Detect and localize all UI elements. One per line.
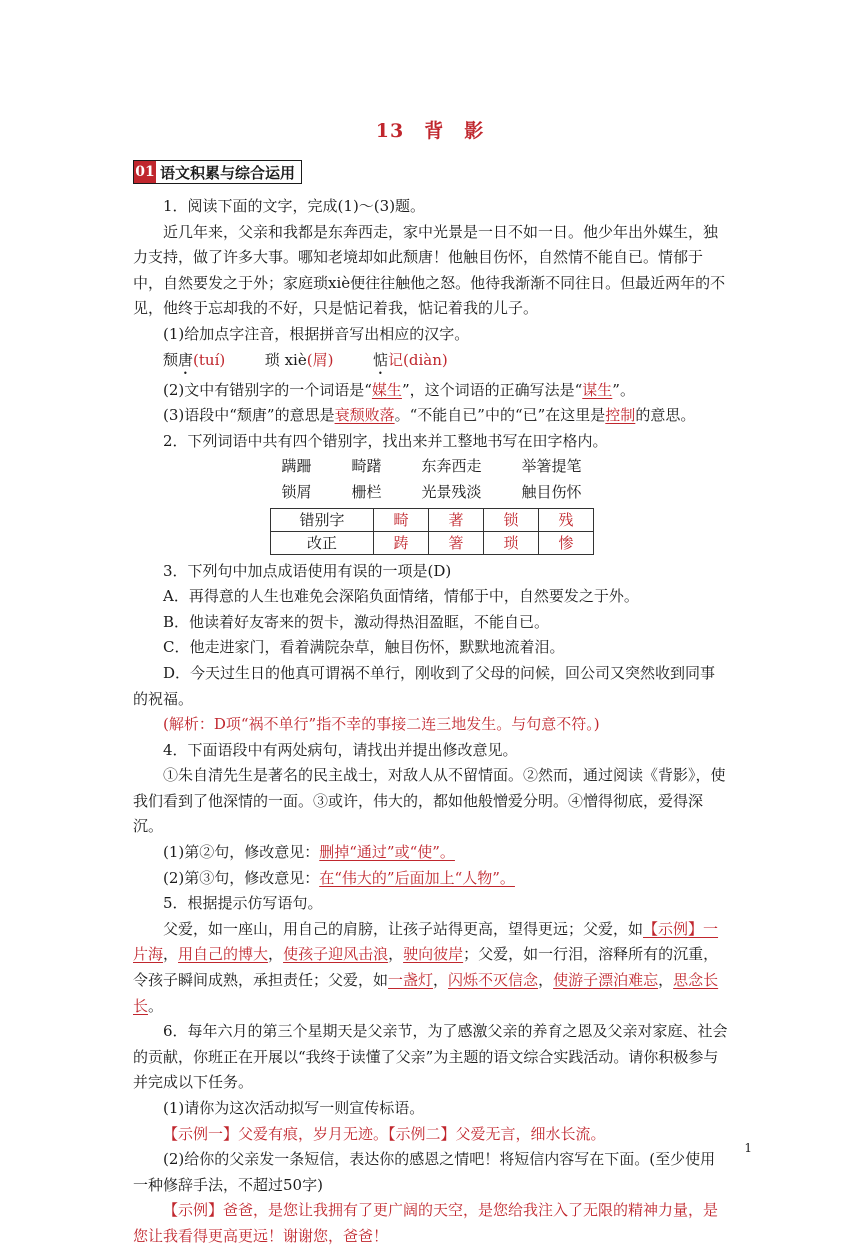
q3-option-c: C．他走进家门，看着满院杂草，触目伤怀，默默地流着泪。	[163, 638, 565, 657]
pinyin-item: 颓唐(tuí)	[163, 350, 226, 369]
word: 锁屑	[281, 482, 312, 501]
word: 举箸提笔	[521, 457, 582, 476]
table-cell: 箸	[429, 531, 484, 554]
q5-stem: 5．根据提示仿写语句。	[163, 894, 323, 913]
page-title: 13 背 影	[375, 120, 485, 142]
pinyin-item: 惦记(diàn)	[373, 350, 448, 369]
q2-word-list	[282, 454, 582, 505]
pinyin-item: 琐 xiè(屑)	[264, 350, 334, 369]
word: 光景残淡	[421, 482, 482, 501]
table-cell: 畸	[374, 508, 429, 531]
q6-answer-2: 【示例】爸爸，是您让我拥有了更广阔的天空，是您给我注入了无限的精神力量，是您让我看得更高更远！谢谢您，爸爸！	[133, 1201, 719, 1245]
table-row	[271, 508, 594, 531]
q1-sub3: (3)语段中“颓唐”的意思是衰颓败落。“不能自已”中的“已”在这里是控制的意思。	[163, 406, 696, 425]
q1-sub1: (1)给加点字注音，根据拼音写出相应的汉字。	[163, 324, 470, 343]
q3-option-a: A．再得意的人生也难免会深陷负面情绪，情郁于中，自然要发之于外。	[163, 587, 639, 606]
table-cell: 著	[429, 508, 484, 531]
q1-sub2: (2)文中有错别字的一个词语是“媒生”，这个词语的正确写法是“谋生”。	[163, 380, 635, 399]
q6-stem: 6．每年六月的第三个星期天是父亲节，为了感激父亲的养育之恩及父亲对家庭、社会的贡献，你班正在开展以“我终于读懂了父亲”为主题的语文综合实践活动。请你积极参与并完成以下任务。	[133, 1022, 728, 1092]
worksheet-content	[133, 194, 730, 1250]
q2-answer-table	[270, 508, 594, 555]
word: 畸躇	[351, 457, 382, 476]
q4-answer-1: (1)第②句，修改意见：删掉“通过”或“使”。	[163, 843, 455, 862]
q1-passage: 近几年来，父亲和我都是东奔西走，家中光景是一日不如一日。他少年出外媒生，独力支持，做了许多大事。哪知老境却如此颓唐！他触目伤怀，自然情不能自已。情郁于中，自然要发之于外；家庭琐xiè便往往触他之怒。他待我渐渐不同往日。但最近两年的不见，他终于忘却我的不好，只是惦记着我，惦记着我的儿子。	[133, 222, 726, 318]
table-cell: 改正	[271, 531, 374, 554]
word: 东奔西走	[421, 457, 482, 476]
table-cell: 惨	[539, 531, 594, 554]
section-header	[133, 160, 302, 184]
q3-option-d: D．今天过生日的他真可谓祸不单行，刚收到了父母的问候，回公司又突然收到同事的祝福。	[133, 663, 716, 708]
table-row	[271, 531, 594, 554]
q4-stem: 4．下面语段中有两处病句，请找出并提出修改意见。	[163, 740, 518, 759]
q5-passage: 父爱，如一座山，用自己的肩膀，让孩子站得更高，望得更远；父爱，如【示例】一片海，用自己的博大，使孩子迎风击浪，驶向彼岸；父爱，如一行泪，溶释所有的沉重，令孩子瞬间成熟，承担责任；父爱，如一盏灯，闪烁不灭信念，使游子漂泊难忘，思念长长。	[133, 919, 719, 1015]
table-cell: 踌	[374, 531, 429, 554]
word: 栅栏	[351, 482, 382, 501]
q3-option-b: B．他读着好友寄来的贺卡，激动得热泪盈眶，不能自已。	[163, 612, 550, 631]
q1-stem: 1．阅读下面的文字，完成(1)～(3)题。	[163, 197, 426, 215]
table-cell: 残	[539, 508, 594, 531]
q3-stem: 3．下列句中加点成语使用有误的一项是(D)	[163, 561, 452, 580]
page-number: 1	[744, 1141, 752, 1155]
q1-pinyin-row	[133, 348, 730, 378]
q6-answer-1: 【示例一】父爱有痕，岁月无迹。【示例二】父爱无言，细水长流。	[163, 1124, 606, 1143]
q6-sub2: (2)给你的父亲发一条短信，表达你的感恩之情吧！将短信内容写在下面。(至少使用一种修辞手法，不超过50字)	[133, 1150, 716, 1194]
word: 触目伤怀	[521, 482, 582, 501]
table-cell: 错别字	[271, 508, 374, 531]
section-label: 语文积累与综合运用	[160, 163, 296, 182]
section-number: 01	[134, 161, 156, 183]
q6-sub1: (1)请你为这次活动拟写一则宣传标语。	[163, 1099, 425, 1117]
q4-answer-2: (2)第③句，修改意见：在“伟大的”后面加上“人物”。	[163, 868, 515, 887]
word: 蹒跚	[281, 457, 312, 476]
q4-passage: ①朱自清先生是著名的民主战士，对敌人从不留情面。②然而，通过阅读《背影》，使我们看到了他深情的一面。③或许，伟大的，都如他般憎爱分明。④憎得彻底，爱得深沉。	[133, 766, 726, 836]
q2-stem: 2．下列词语中共有四个错别字，找出来并工整地书写在田字格内。	[163, 431, 608, 450]
table-cell: 锁	[484, 508, 539, 531]
q3-analysis: (解析：D项“祸不单行”指不幸的事接二连三地发生。与句意不符。)	[163, 715, 600, 734]
table-cell: 琐	[484, 531, 539, 554]
